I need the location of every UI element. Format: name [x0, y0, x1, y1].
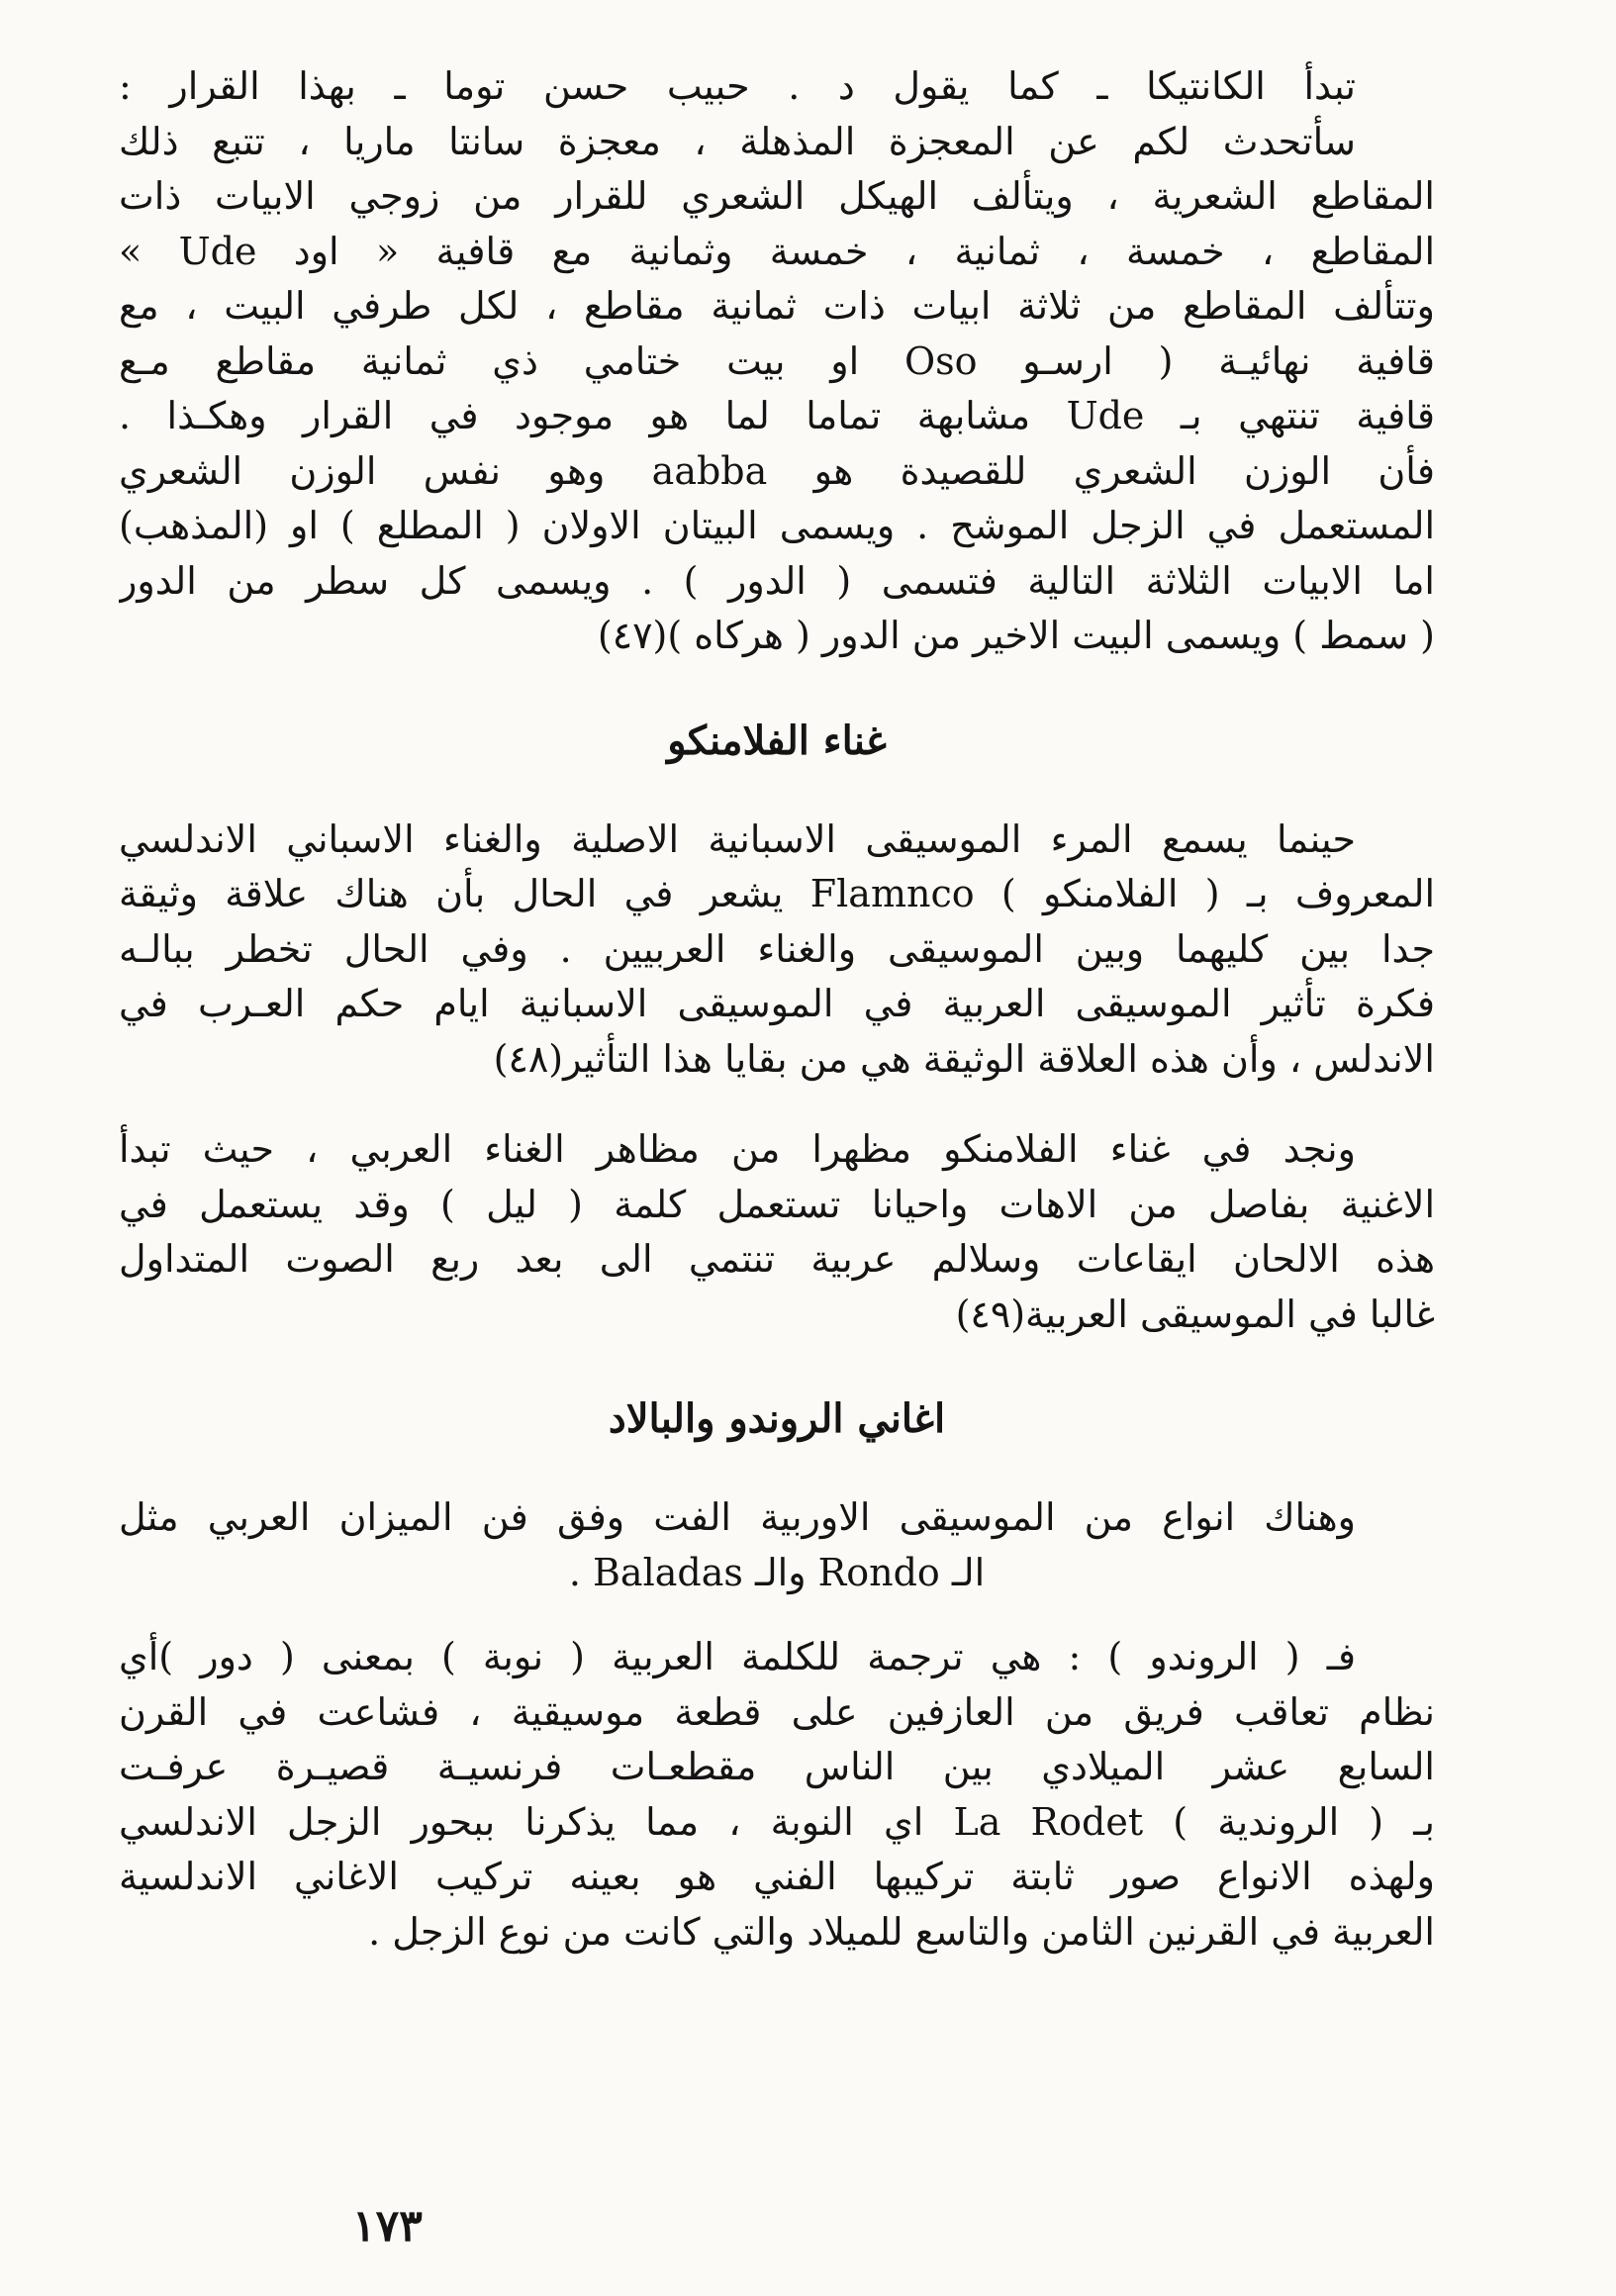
text-line: الاندلس ، وأن هذه العلاقة الوثيقة هي من بقايا هذا التأثير(٤٨)	[493, 1036, 1435, 1081]
paragraph-cantiga	[119, 59, 1435, 664]
text-line: العربية في القرنين الثامن والتاسع للميلاد والتي كانت من نوع الزجل .	[368, 1909, 1435, 1954]
text-line: فأن الوزن الشعري للقصيدة هو aabba وهو نفس الوزن الشعري	[119, 448, 1435, 493]
paragraph-rondo-definition	[119, 1630, 1435, 1960]
paragraph-flamenco-1	[119, 813, 1435, 1088]
text-line: حينما يسمع المرء الموسيقى الاسبانية الاصلية والغناء الاسباني الاندلسي	[119, 816, 1356, 861]
text-line: فـ ( الروندو ) : هي ترجمة للكلمة العربية ( نوبة ) بمعنى ( دور )أي	[119, 1635, 1356, 1678]
text-line: السابع عشر الميلادي بين الناس مقطعـات فرنسيـة قصيـرة عرفـت	[119, 1745, 1435, 1788]
text-line: اما الابيات الثلاثة التالية فتسمى ( الدور ) . ويسمى كل سطر من الدور	[119, 558, 1435, 603]
text-line: الاغنية بفاصل من الاهات واحيانا تستعمل كلمة ( ليل ) وقد يستعمل في	[119, 1182, 1435, 1226]
text-line: ( سمط ) ويسمى البيت الاخير من الدور ( هركاه )(٤٧)	[597, 614, 1435, 657]
paragraph-rondo-intro	[119, 1490, 1435, 1600]
text-line: وهناك انواع من الموسيقى الاوربية الفت وفق فن الميزان العربي مثل	[119, 1495, 1356, 1539]
section-heading-rondo: اغاني الروندو والبالاد	[608, 1395, 946, 1442]
text-line: ولهذه الانواع صور ثابتة تركيبها الفني هو بعينه تركيب الاغاني الاندلسية	[119, 1855, 1435, 1898]
text-line: فكرة تأثير الموسيقى العربية في الموسيقى الاسبانية ايام حكم العـرب في	[119, 982, 1435, 1025]
page-number: ١٧٣	[352, 2201, 423, 2251]
text-line: سأتحدث لكم عن المعجزة المذهلة ، معجزة سانتا ماريا ، تتبع ذلك	[119, 119, 1356, 163]
text-line: المقاطع الشعرية ، ويتألف الهيكل الشعري للقرار من زوجي الابيات ذات	[119, 174, 1435, 218]
text-line: الـ Rondo والـ Baladas .	[568, 1550, 986, 1594]
text-line: تبدأ الكانتيكا ـ كما يقول د . حبيب حسن توما ـ بهذا القرار :	[119, 64, 1356, 108]
book-page	[119, 59, 1435, 2237]
text-line: المعروف بـ ( الفلامنكو ) Flamnco يشعر في الحال بأن هناك علاقة وثيقة	[119, 872, 1435, 915]
text-line: هذه الالحان ايقاعات وسلالم عربية تنتمي الى بعد ربع الصوت المتداول	[119, 1237, 1435, 1281]
text-line: قافية نهائيـة ( ارسـو Oso او بيت ختامي ذي ثمانية مقاطع مـع	[119, 338, 1435, 383]
paragraph-flamenco-2	[119, 1122, 1435, 1342]
text-line: ونجد في غناء الفلامنكو مظهرا من مظاهر الغناء العربي ، حيث تبدأ	[119, 1127, 1356, 1171]
section-heading-flamenco: غناء الفلامنكو	[667, 717, 887, 764]
text-line: جدا بين كليهما وبين الموسيقى والغناء العربيين . وفي الحال تخطر ببالـه	[119, 926, 1435, 971]
text-line: وتتألف المقاطع من ثلاثة ابيات ذات ثمانية مقاطع ، لكل طرفي البيت ، مع	[119, 284, 1435, 328]
text-line: بـ ( الروندية ) La Rodet اي النوبة ، مما يذكرنا ببحور الزجل الاندلسي	[119, 1799, 1435, 1844]
text-line: قافية تنتهي بـ Ude مشابهة تماما لما هو موجود في القرار وهكـذا .	[119, 394, 1435, 437]
text-line: المقاطع ، خمسة ، ثمانية ، خمسة وثمانية مع قافية « اود Ude »	[119, 229, 1435, 273]
text-line: نظام تعاقب فريق من العازفين على قطعة موسيقية ، فشاعت في القرن	[119, 1689, 1435, 1734]
text-line: غالبا في الموسيقى العربية(٤٩)	[955, 1292, 1435, 1336]
text-line: المستعمل في الزجل الموشح . ويسمى البيتان الاولان ( المطلع ) او (المذهب)	[119, 504, 1435, 547]
